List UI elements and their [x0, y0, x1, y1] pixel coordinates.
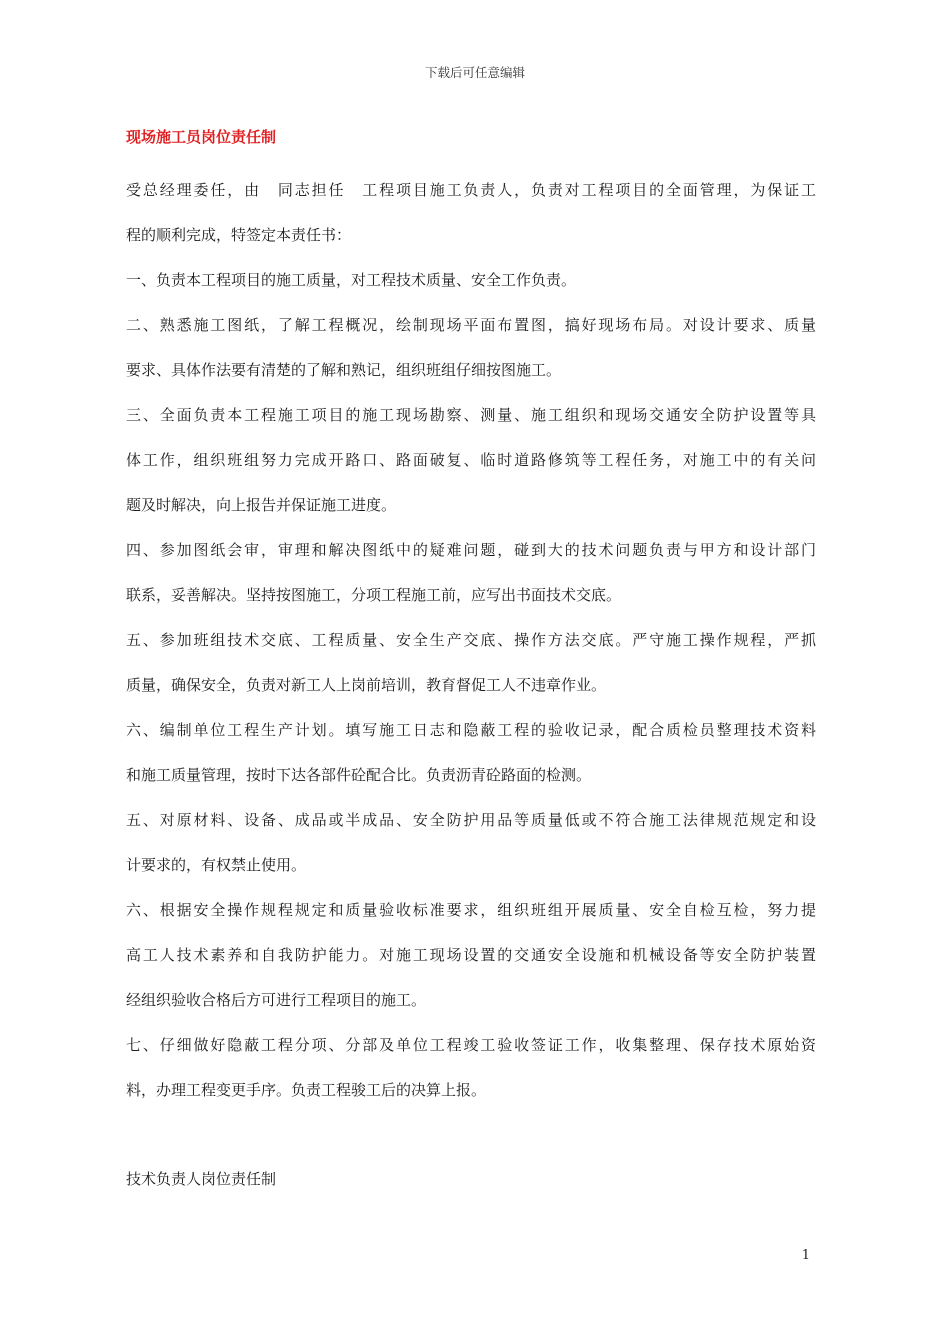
intro-paragraph [126, 168, 816, 258]
text-line: 体工作，组织班组努力完成开路口、路面破复、临时道路修筑等工程任务，对施工中的有关问 [126, 451, 816, 469]
clause-4 [126, 528, 816, 618]
clause-3 [126, 393, 816, 528]
page-number: 1 [801, 1248, 810, 1263]
next-section-title: 技术负责人岗位责任制 [126, 1170, 277, 1188]
text-line: 联系，妥善解决。坚持按图施工，分项工程施工前，应写出书面技术交底。 [126, 586, 622, 604]
text-line: 四、参加图纸会审，审理和解决图纸中的疑难问题，碰到大的技术问题负责与甲方和设计部门 [126, 541, 816, 559]
text-line: 经组织验收合格后方可进行工程项目的施工。 [126, 991, 427, 1009]
paragraph-gap [126, 1113, 816, 1157]
header-note: 下载后可任意编辑 [424, 65, 525, 80]
clause-6 [126, 708, 816, 798]
text-line: 五、参加班组技术交底、工程质量、安全生产交底、操作方法交底。严守施工操作规程，严抓 [126, 631, 816, 649]
text-line: 受总经理委任，由 同志担任 工程项目施工负责人，负责对工程项目的全面管理，为保证工 [126, 181, 816, 199]
text-line: 七、仔细做好隐蔽工程分项、分部及单位工程竣工验收签证工作，收集整理、保存技术原始资 [126, 1036, 816, 1054]
text-line: 六、编制单位工程生产计划。填写施工日志和隐蔽工程的验收记录，配合质检员整理技术资料 [126, 721, 816, 739]
text-line: 高工人技术素养和自我防护能力。对施工现场设置的交通安全设施和机械设备等安全防护装置 [126, 946, 816, 964]
clause-5 [126, 618, 816, 708]
document-title: 现场施工员岗位责任制 [126, 128, 277, 146]
clause-2 [126, 303, 816, 393]
text-line: 和施工质量管理，按时下达各部件砼配合比。负责沥青砼路面的检测。 [126, 766, 592, 784]
text-line: 质量，确保安全，负责对新工人上岗前培训，教育督促工人不违章作业。 [126, 676, 607, 694]
text-line: 一、负责本工程项目的施工质量，对工程技术质量、安全工作负责。 [126, 271, 577, 289]
text-line: 六、根据安全操作规程规定和质量验收标准要求，组织班组开展质量、安全自检互检，努力提 [126, 901, 816, 919]
clause-5b [126, 798, 816, 888]
text-line: 三、全面负责本工程施工项目的施工现场勘察、测量、施工组织和现场交通安全防护设置等具 [126, 406, 816, 424]
clause-6b [126, 888, 816, 1023]
clause-1 [126, 258, 816, 303]
text-line: 程的顺利完成，特签定本责任书： [126, 226, 352, 244]
text-line: 二、熟悉施工图纸，了解工程概况，绘制现场平面布置图，搞好现场布局。对设计要求、质量 [126, 316, 816, 334]
clause-7 [126, 1023, 816, 1113]
text-line: 要求、具体作法要有清楚的了解和熟记，组织班组仔细按图施工。 [126, 361, 562, 379]
text-line: 题及时解决，向上报告并保证施工进度。 [126, 496, 397, 514]
text-line: 计要求的，有权禁止使用。 [126, 856, 307, 874]
text-line: 料，办理工程变更手序。负责工程骏工后的决算上报。 [126, 1081, 487, 1099]
text-line: 五、对原材料、设备、成品或半成品、安全防护用品等质量低或不符合施工法律规范规定和设 [126, 811, 816, 829]
document-body [126, 122, 816, 1202]
